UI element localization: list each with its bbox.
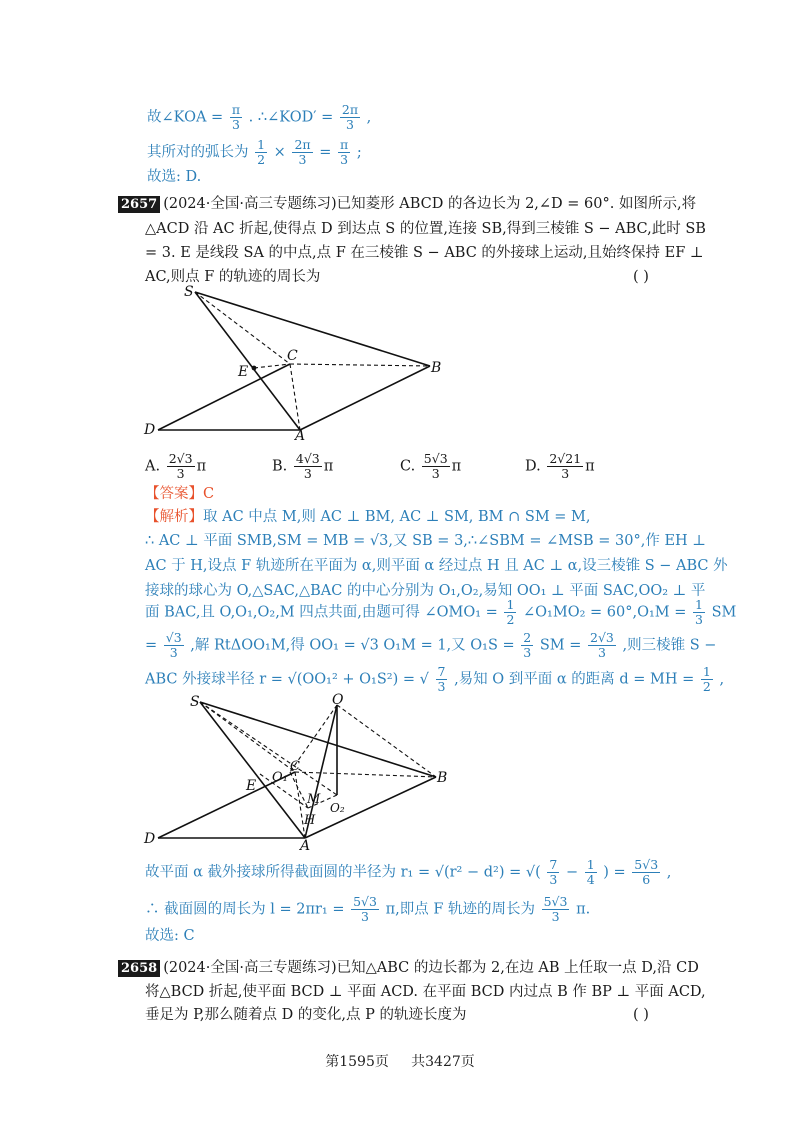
analysis-line-7: ABC 外接球半径 r = √(OO₁² + O₁S²) = √ $\frac{7}{3}$ ,易知 O 到平面 α 的距离 d = MH = $\frac{1}{2}$ , (145, 664, 725, 694)
prev-solution-line-1 (147, 103, 371, 132)
label-B: B (431, 360, 442, 376)
label-E: E (238, 364, 249, 380)
question-2658-line-2: 将△BCD 折起,使平面 BCD ⊥ 平面 ACD. 在平面 BCD 内过点 B 作 BP ⊥ 平面 ACD, (145, 984, 706, 1000)
option-b: B. $\frac{4√3}{3}$ π (272, 451, 334, 481)
option-c: C. $\frac{5√3}{3}$ π (400, 451, 462, 481)
page-number: 第1595页 (325, 1054, 389, 1070)
option-d: D. $\frac{2√21}{3}$ π (525, 451, 595, 481)
label-E: E (246, 778, 257, 794)
question-number-badge: 2658 (118, 960, 160, 977)
label-A: A (295, 428, 306, 442)
option-a: A. $\frac{2√3}{3}$ π (145, 451, 207, 481)
question-2658-line-3: 垂足为 P,那么随着点 D 的变化,点 P 的轨迹长度为 (145, 1007, 467, 1023)
label-H: H (304, 813, 316, 828)
text: . ∴∠KOD′ = (248, 109, 334, 126)
answer-line (145, 483, 214, 505)
label-A: A (300, 838, 311, 854)
answer-value: C (203, 486, 215, 502)
label-O2: O₂ (330, 801, 345, 815)
analysis-answer: 故选: C (145, 928, 195, 944)
label-O1: O₁ (272, 770, 288, 785)
prev-solution-line-2: 其所对的弧长为 $\frac{1}{2}$ × $\frac{2\pi}{3}$ = $\frac{\pi}{3}$ ; (147, 137, 362, 167)
answer-paren: ( ) (633, 1007, 649, 1023)
analysis-line-5: 面 BAC,且 O,O₁,O₂,M 四点共面,由题可得 ∠OMO₁ = $\frac{1}{2}$ ∠O₁MO₂ = 60°,O₁M = $\frac{1}{3}$ SM (145, 597, 737, 627)
label-O: O (332, 692, 344, 708)
analysis-line-1: 【解析】取 AC 中点 M,则 AC ⊥ BM, AC ⊥ SM, BM ∩ SM = M, (145, 509, 591, 525)
analysis-line-2: ∴ AC ⊥ 平面 SMB,SM = MB = √3,又 SB = 3,∴∠SBM = ∠MSB = 30°,作 EH ⊥ (145, 533, 706, 549)
pyramid-figure-1 (140, 282, 450, 442)
page-footer (0, 1051, 800, 1071)
question-2657-line-4: AC,则点 F 的轨迹的周长为 (145, 269, 321, 285)
label-C: C (287, 348, 298, 364)
analysis-line-8: 故平面 α 截外接球所得截面圆的半径为 r₁ = √(r² − d²) = √( $\frac{7}{3}$ − $\frac{1}{4}$ ) = $\frac{5√3}{6}$ , (145, 857, 672, 887)
question-2657-line-2: △ACD 沿 AC 折起,使得点 D 到达点 S 的位置,连接 SB,得到三棱锥 S − ABC,此时 SB (145, 221, 706, 237)
analysis-line-6: = $\frac{√3}{3}$ ,解 RtΔOO₁M,得 OO₁ = √3 O₁M = 1,又 O₁S = $\frac{2}{3}$ SM = $\frac{2√3}{3}$ ,则三棱锥 S − (145, 630, 717, 660)
text: , (366, 109, 372, 126)
total-pages: 共3427页 (411, 1054, 475, 1070)
answer-tag: 【答案】 (145, 486, 203, 502)
analysis-tag: 【解析】 (145, 509, 203, 525)
question-2658-line-1: 2658 (2024·全国·高三专题练习)已知△ABC 的边长都为 2,在边 AB 上任取一点 D,沿 CD (118, 957, 699, 979)
label-D: D (144, 422, 156, 438)
analysis-line-9: ∴ 截面圆的周长为 l = 2πr₁ = $\frac{5√3}{3}$ π,即点 F 轨迹的周长为 $\frac{5√3}{3}$ π. (145, 894, 591, 924)
question-2657-line-3: = 3. E 是线段 SA 的中点,点 F 在三棱锥 S − ABC 的外接球上运动,且始终保持 EF ⊥ (145, 245, 704, 261)
pyramid-figure-2 (140, 690, 460, 855)
answer-paren: ( ) (633, 269, 649, 285)
analysis-line-4: 接球的球心为 O,△SAC,△BAC 的中心分别为 O₁,O₂,易知 OO₁ ⊥ 平面 SAC,OO₂ ⊥ 平 (145, 583, 706, 599)
fraction: $\frac{\pi}{3}$ (231, 102, 241, 132)
text: 故∠KOA = (147, 109, 224, 126)
label-B: B (437, 770, 448, 786)
label-S: S (190, 694, 200, 710)
fraction: $\frac{2\pi}{3}$ (341, 102, 359, 132)
analysis-line-3: AC 于 H,设点 F 轨迹所在平面为 α,则平面 α 经过点 H 且 AC ⊥ α,设三棱锥 S − ABC 外 (145, 558, 728, 574)
label-M: M (307, 792, 321, 807)
question-2657-line-1: 2657 (2024·全国·高三专题练习)已知菱形 ABCD 的各边长为 2,∠D = 60°. 如图所示,将 (118, 193, 696, 215)
question-number-badge: 2657 (118, 196, 160, 213)
prev-solution-answer: 故选: D. (147, 169, 202, 185)
label-C: C (290, 759, 300, 774)
label-D: D (144, 831, 156, 847)
label-S: S (184, 284, 194, 300)
